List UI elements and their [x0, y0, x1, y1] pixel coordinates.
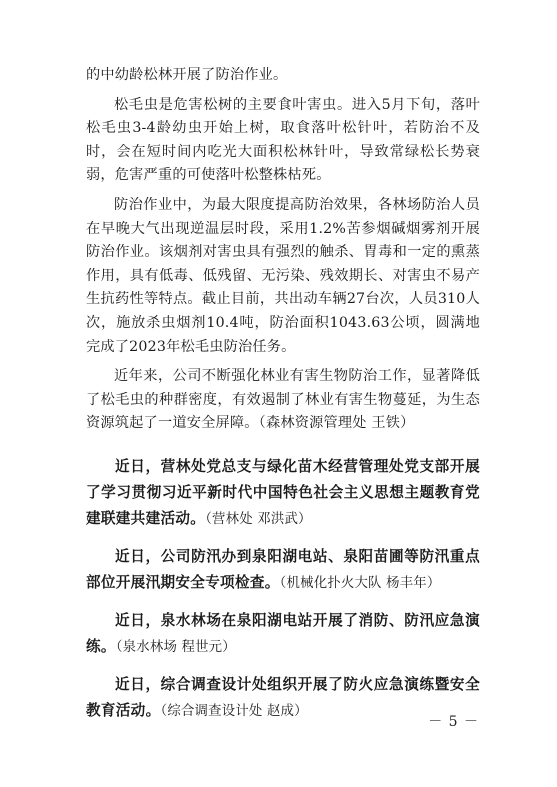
article-paragraph-3: 防治作业中，为最大限度提高防治效果，各林场防治人员在早晚大气出现逆温层时段，采用1.2%苦参烟碱烟雾剂开展防治作业。该烟剂对害虫具有强烈的触杀、胃毒和一定的熏蒸作用，具有低毒、低残留、无污染、残效期长、对害虫不易产生抗药性等特点。截止目前，共出动车辆27台次，人员310人次，施放杀虫烟剂10.4吨，防治面积1043.63公顷，圆满地完成了2023年松毛虫防治任务。 — [86, 196, 480, 355]
news-item-3 — [86, 608, 480, 661]
news-item-byline: （营林处 邓洪武） — [205, 511, 312, 527]
article-paragraph-1: 的中幼龄松林开展了防治作业。 — [86, 67, 288, 83]
page-number: － 5 － — [428, 714, 479, 730]
page-content — [86, 64, 480, 736]
news-item-1 — [86, 454, 480, 533]
news-item-byline: （机械化扑火大队 杨丰年） — [279, 575, 441, 591]
article-paragraph-4: 近年来，公司不断强化林业有害生物防治工作，显著降低了松毛虫的种群密度，有效遏制了林业有害生物蔓延，为生态资源筑起了一道安全屏障。（森林资源管理处 王铁） — [86, 368, 480, 432]
news-item-text: 近日，公司防汛办到泉阳湖电站、泉阳苗圃等防汛重点部位开展汛期安全专项检查。 — [86, 547, 480, 591]
news-item-byline: （泉水林场 程世元） — [115, 639, 236, 655]
news-item-text: 近日，营林处党总支与绿化苗木经营管理处党支部开展了学习贯彻习近平新时代中国特色社会主义思想主题教育党建联建共建活动。 — [86, 457, 480, 527]
news-item-text: 近日，泉水林场在泉阳湖电站开展了消防、防汛应急演练。 — [86, 611, 480, 655]
news-item-byline: （综合调查设计处 赵成） — [160, 703, 308, 719]
section-gap — [86, 442, 480, 454]
news-item-2 — [86, 544, 480, 597]
news-item-text: 近日，综合调查设计处组织开展了防火应急演练暨安全教育活动。 — [86, 675, 480, 719]
news-item-4 — [86, 672, 480, 725]
article-paragraph-2: 松毛虫是危害松树的主要食叶害虫。进入5月下旬，落叶松毛虫3-4龄幼虫开始上树，取食落叶松针叶，若防治不及时，会在短时间内吃光大面积松林针叶，导致常绿松长势衰弱，危害严重的可使落叶松整株枯死。 — [86, 96, 480, 184]
